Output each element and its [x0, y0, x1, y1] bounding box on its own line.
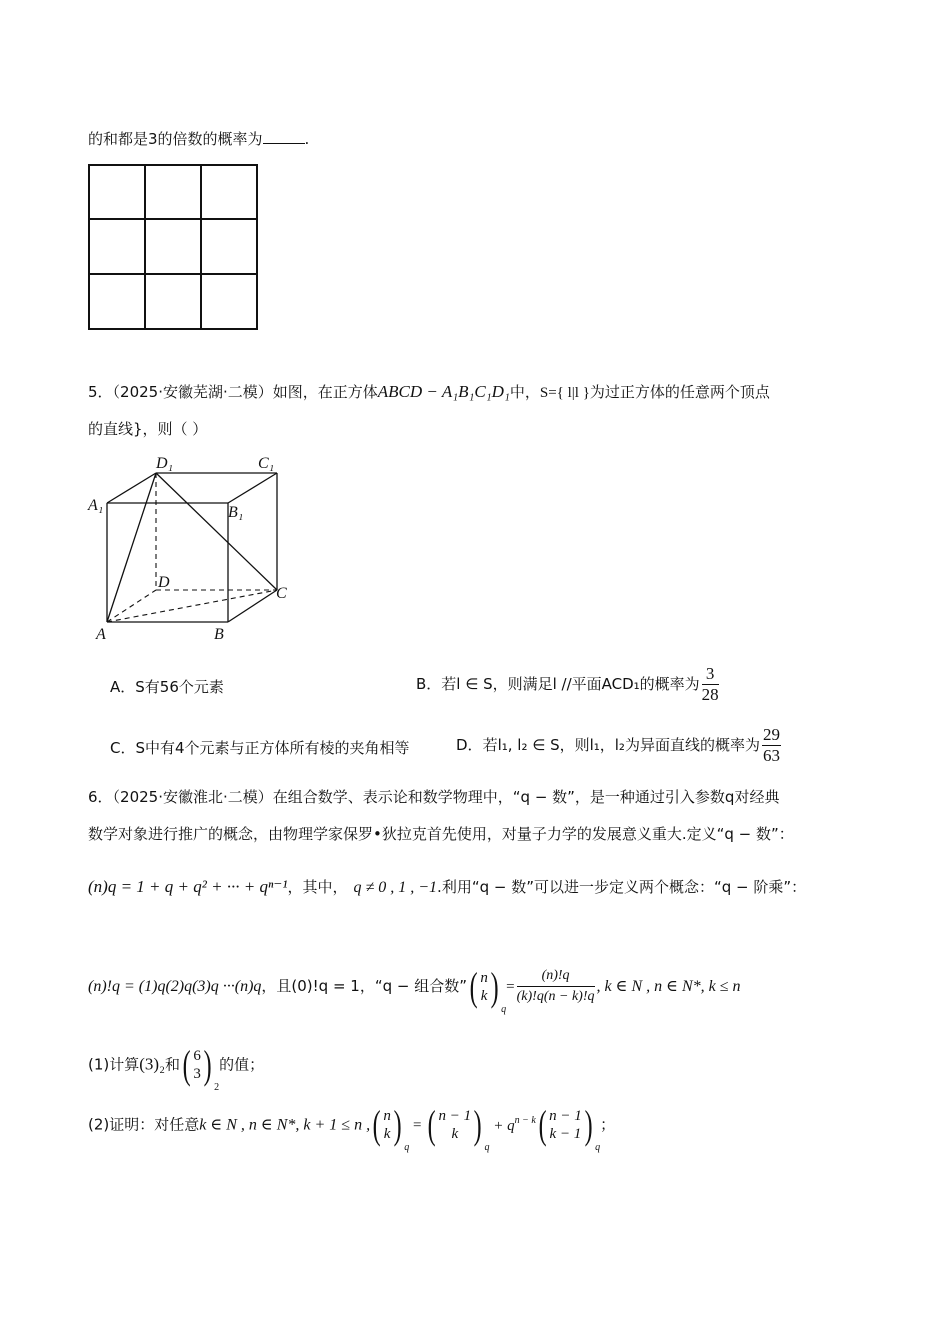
option-d [456, 725, 783, 766]
q5-line1 [88, 381, 770, 402]
q-number-formula: (n)q = 1 + q + q² + ··· + qⁿ⁻¹ [88, 877, 288, 896]
sub1-binomial: ( 6 3 ) 2 [182, 1042, 220, 1093]
q-condition: q ≠ 0 , 1 , −1 [353, 879, 438, 896]
option-a [110, 676, 224, 697]
q6-line1 [88, 786, 779, 807]
binomial-top: 6 [193, 1048, 201, 1064]
q6-sub2: (2)证明：对任意k ∈ N , n ∈ N*, k + 1 ≤ n , ( n k ) q = ( n − 1 k ) q + $q^{n - k}$ ( n − 1 k − 1 ) q ； [88, 1102, 616, 1153]
option-a-text: S有56个元素 [135, 678, 224, 696]
sub1-label: (1)计算 [88, 1055, 140, 1074]
q6-number: 6． [88, 788, 113, 806]
q5-number: 5． [88, 383, 113, 401]
binomial-subscript: q [501, 1003, 507, 1015]
q6-text: 的值； [219, 1055, 265, 1074]
q6-sub1 [88, 1042, 265, 1093]
q6-definition-line [88, 876, 806, 897]
fraction-numerator: 29 [762, 725, 780, 744]
q-factorial-formula: (n)!q = (1)q(2)q(3)q ···(n)q [88, 978, 262, 995]
grid-figure [88, 164, 258, 330]
vertex-label-B: B [214, 626, 224, 643]
set-definition: S={ l|l } [539, 385, 590, 401]
q-binomial: ( n k ) q [469, 963, 507, 1015]
q6-source: （2025·安徽淮北·二模） [112, 788, 273, 806]
q6-text: 和 [165, 1055, 181, 1074]
vertex-label-B1: B₁ [228, 504, 244, 521]
vertex-label-A1: A₁ [88, 497, 104, 514]
binomial-bottom: k [480, 987, 488, 1004]
option-b-letter: B． [416, 675, 442, 693]
sub2-binomial-rhs1: ( n − 1 k ) q [427, 1102, 490, 1153]
fraction-numerator: (n)!q [517, 966, 595, 987]
q5-text: 如图，在正方体 [272, 383, 378, 401]
q5-text: 中， [509, 383, 540, 401]
sub1-expression: (3)₂ [139, 1054, 165, 1074]
q5-text: 的直线}，则（ ） [88, 420, 208, 438]
q5-line2 [88, 418, 207, 439]
option-d-letter: D． [456, 736, 483, 754]
q5-text: 为过正方体的任意两个顶点 [589, 383, 770, 401]
fraction-numerator: 3 [702, 664, 719, 685]
answer-blank [263, 131, 305, 144]
q-binomial-fraction [517, 966, 595, 1007]
q6-text: .利用“q − 数”可以进一步定义两个概念：“q − 阶乘”： [437, 878, 807, 896]
q6-text: 在组合数学、表示论和数学物理中，“q − 数”，是一种通过引入参数q对经典 [272, 788, 780, 806]
q4-tail-line [88, 128, 309, 149]
option-b-text: 若l ∈ S，则满足l //平面ACD₁的概率为 [441, 675, 700, 693]
q4-tail-text: 的和都是3的倍数的概率为 [88, 130, 263, 148]
binomial-condition: , k ∈ N , n ∈ N*, k ≤ n [596, 978, 741, 995]
q4-tail-end: . [304, 130, 310, 148]
sub2-label: (2)证明：对任意 [88, 1115, 200, 1134]
binomial-top: n [480, 969, 488, 986]
vertex-label-D: D [158, 574, 170, 591]
option-a-letter: A． [110, 678, 136, 696]
binomial-subscript: 2 [214, 1082, 220, 1093]
cube-figure [86, 450, 296, 646]
q5-source: （2025·安徽芜湖·二模） [112, 383, 273, 401]
q6-text: ，且(0)!q = 1， [261, 977, 375, 995]
q6-text: 数学对象进行推广的概念，由物理学家保罗•狄拉克首先使用，对量子力学的发展意义重大.定义“q − 数”： [88, 825, 794, 843]
binomial-bottom: 3 [193, 1066, 201, 1082]
fraction-denominator: 63 [762, 746, 780, 765]
fraction-denominator: 28 [701, 685, 719, 704]
vertex-label-D1: D₁ [156, 455, 174, 472]
sub2-binomial-lhs: ( n k ) q [372, 1102, 410, 1153]
sub2-condition: k ∈ N , n ∈ N*, k + 1 ≤ n , [199, 1116, 371, 1134]
sub2-binomial-rhs2: ( n − 1 k − 1 ) q [538, 1102, 601, 1153]
q6-text: “q − 组合数” [374, 977, 468, 995]
q6-line2 [88, 823, 794, 844]
vertex-label-A: A [96, 626, 106, 643]
option-d-text: 若l₁, l₂ ∈ S，则l₁，l₂为异面直线的概率为 [482, 736, 760, 754]
option-c-text: S中有4个元素与正方体所有棱的夹角相等 [135, 739, 410, 757]
option-d-fraction [762, 725, 781, 766]
option-b [416, 664, 721, 705]
cube-name: ABCD − A₁B₁C₁D₁ [377, 382, 510, 401]
q6-text: ，其中， [287, 878, 348, 896]
option-c-letter: C． [110, 739, 136, 757]
q6-factorial-line: (n)!q = (1)q(2)q(3)q ···(n)q，且(0)!q = 1，“q − 组合数” ( n k ) q = $\frac{(n)!q}{(k)!q(n - k)!q}$ , k ∈ N , n ∈ N*, k ≤ n [88, 963, 741, 1015]
vertex-label-C1: C₁ [258, 455, 275, 472]
option-c [110, 737, 410, 758]
fraction-denominator: (k)!q(n − k)!q [516, 989, 595, 1004]
option-b-fraction [702, 664, 719, 705]
q6-text: ； [600, 1115, 616, 1134]
vertex-label-C: C [276, 585, 287, 602]
